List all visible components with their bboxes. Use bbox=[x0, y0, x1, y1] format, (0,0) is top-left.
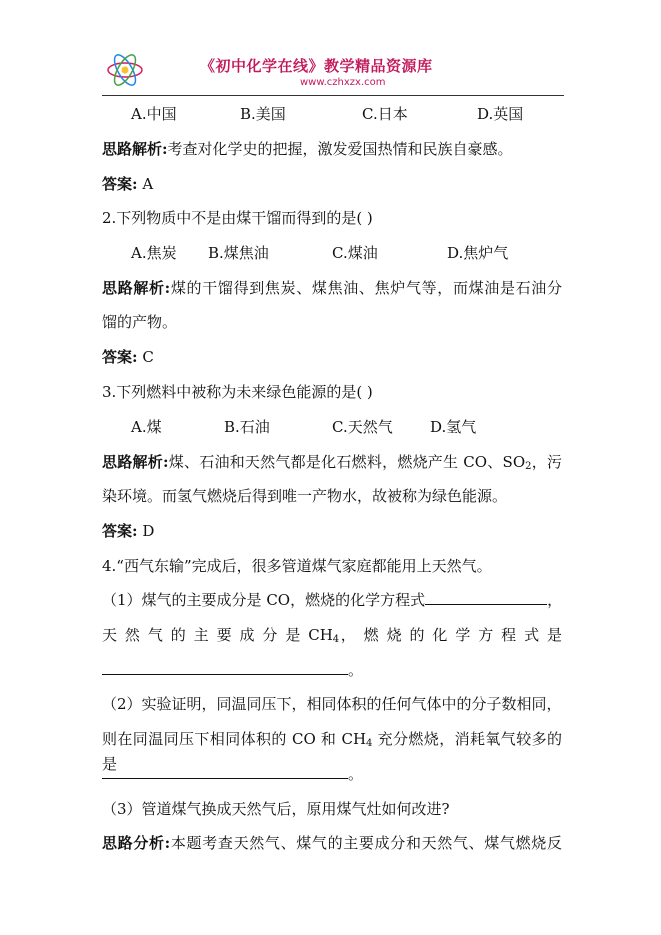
q3-stem: 3.下列燃料中被称为未来绿色能源的是( ) bbox=[102, 383, 373, 401]
q3-answer-text: D bbox=[137, 522, 155, 540]
q1-answer bbox=[102, 174, 153, 194]
q4-part1-text: （1）煤气的主要成分是 CO，燃烧的化学方程式 bbox=[102, 591, 426, 609]
header-url: www.czhxzx.com bbox=[300, 77, 386, 88]
q4-part1-line3 bbox=[102, 660, 363, 680]
q3-answer-label: 答案: bbox=[102, 522, 138, 540]
header-title: 《初中化学在线》教学精品资源库 bbox=[200, 57, 433, 75]
q1-analysis-text: 考查对化学史的把握，激发爱国热情和民族自豪感。 bbox=[167, 140, 513, 158]
q4-analysis-line1 bbox=[102, 833, 562, 853]
q1-option-d: D.英国 bbox=[477, 105, 524, 123]
q3-option-c: C.天然气 bbox=[332, 418, 393, 436]
q4-analysis-text: 本题考查天然气、煤气的主要成分和天然气、煤气燃烧反 bbox=[170, 834, 562, 852]
q4-part2-line2-a: 则在同温同压下相同体积的 CO 和 CH bbox=[102, 730, 367, 748]
q4-part1-end: 。 bbox=[348, 661, 364, 679]
page-header bbox=[102, 46, 564, 96]
q1-analysis-label: 思路解析: bbox=[102, 140, 168, 158]
q3-analysis-line1 bbox=[102, 452, 562, 477]
q3-analysis-line2: 染环境。而氢气燃烧后得到唯一产物水，故被称为绿色能源。 bbox=[102, 487, 508, 505]
q2-option-c: C.煤油 bbox=[332, 244, 378, 262]
q3-analysis-label: 思路解析: bbox=[102, 453, 169, 471]
q3-option-d: D.氢气 bbox=[430, 418, 477, 436]
q1-analysis bbox=[102, 139, 513, 159]
q4-part2-blank[interactable] bbox=[102, 764, 348, 779]
q1-answer-text: A bbox=[137, 175, 154, 193]
q3-analysis-sub: 2 bbox=[525, 461, 532, 472]
q4-part1-line2-a: 天 然 气 的 主 要 成 分 是 CH bbox=[102, 626, 333, 644]
q4-part3: （3）管道煤气换成天然气后，原用煤气灶如何改进? bbox=[102, 800, 450, 818]
q4-part2-end: 。 bbox=[348, 765, 364, 783]
q2-analysis-label: 思路解析: bbox=[102, 279, 171, 297]
q3-option-b: B.石油 bbox=[224, 418, 270, 436]
q3-analysis-text-1b: ，污 bbox=[531, 453, 562, 471]
q2-answer-label: 答案: bbox=[102, 348, 138, 366]
q2-option-d: D.焦炉气 bbox=[447, 244, 509, 262]
q4-part1-blank-1[interactable] bbox=[425, 590, 547, 605]
q4-part1-line1 bbox=[102, 590, 562, 610]
q4-stem: 4.“西气东输”完成后，很多管道煤气家庭都能用上天然气。 bbox=[102, 557, 492, 575]
q2-analysis-line1 bbox=[102, 278, 562, 298]
q4-part2-line1: （2）实验证明，同温同压下，相同体积的任何气体中的分子数相同， bbox=[102, 695, 562, 713]
q4-part1-line2 bbox=[102, 625, 562, 650]
q3-option-a: A.煤 bbox=[131, 418, 162, 436]
q1-option-a: A.中国 bbox=[131, 105, 177, 123]
q4-part1-blank-2[interactable] bbox=[102, 660, 348, 675]
q4-part2-line3 bbox=[102, 764, 363, 784]
q4-part1-line2-b: ， 燃 烧 的 化 学 方 程 式 是 bbox=[339, 626, 562, 644]
q3-answer bbox=[102, 521, 154, 541]
header-divider bbox=[102, 95, 564, 96]
q4-analysis-label: 思路分析: bbox=[102, 834, 171, 852]
q2-answer bbox=[102, 347, 154, 367]
q2-analysis-line2: 馏的产物。 bbox=[102, 313, 178, 331]
q1-option-b: B.美国 bbox=[240, 105, 286, 123]
q4-part2-line2-sub: 4 bbox=[366, 738, 373, 749]
q1-option-c: C.日本 bbox=[362, 105, 408, 123]
atom-logo-icon bbox=[104, 50, 146, 90]
q2-analysis-text-1: 煤的干馏得到焦炭、煤焦油、焦炉气等，而煤油是石油分 bbox=[170, 279, 562, 297]
q2-option-b: B.煤焦油 bbox=[208, 244, 269, 262]
q2-option-a: A.焦炭 bbox=[131, 244, 177, 262]
q4-part2-line2-b: 充分燃烧，消耗氧气较多的是 bbox=[102, 730, 562, 773]
q2-answer-text: C bbox=[137, 348, 154, 366]
q3-analysis-text-1a: 煤、石油和天然气都是化石燃料，燃烧产生 CO、SO bbox=[168, 453, 526, 471]
q4-part1-comma: ， bbox=[547, 591, 563, 609]
q1-answer-label: 答案: bbox=[102, 175, 138, 193]
q2-stem: 2.下列物质中不是由煤干馏而得到的是( ) bbox=[102, 209, 373, 227]
q4-part1-line2-sub: 4 bbox=[332, 634, 340, 645]
